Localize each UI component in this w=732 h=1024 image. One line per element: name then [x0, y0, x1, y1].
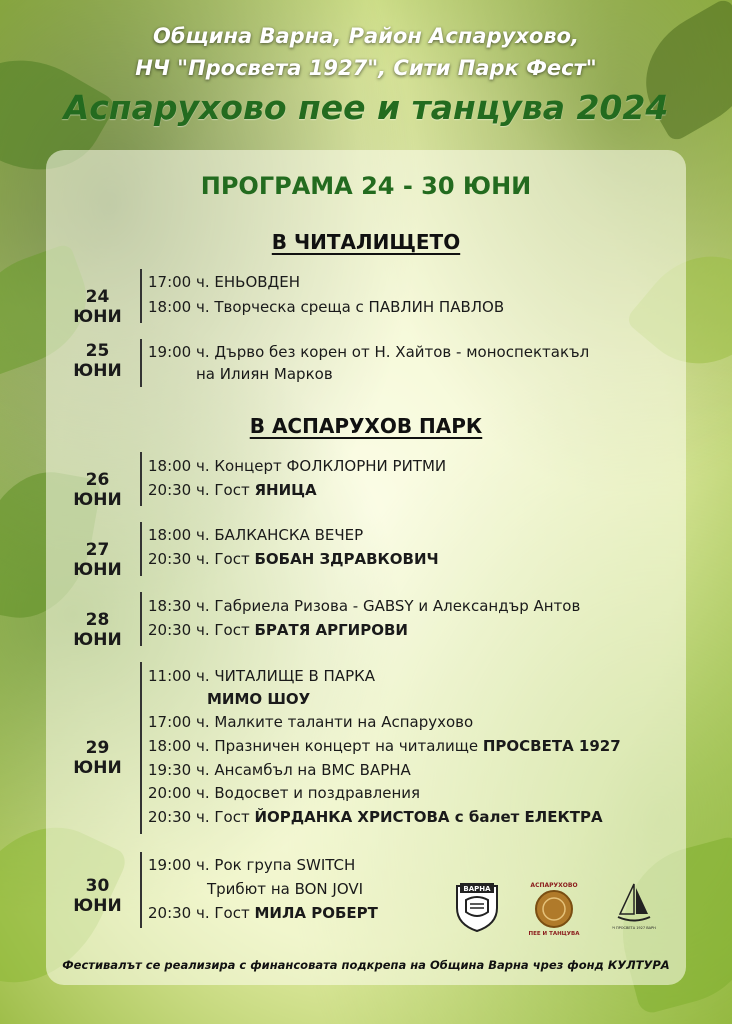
day-divider	[140, 852, 142, 928]
day-divider	[140, 522, 142, 576]
event-line: 20:30 ч. Гост БОБАН ЗДРАВКОВИЧ	[148, 550, 439, 568]
prosveta-logo	[612, 880, 656, 932]
event-line: 18:00 ч. Концерт ФОЛКЛОРНИ РИТМИ	[148, 457, 447, 475]
svg-text:АСПАРУХОВО: АСПАРУХОВО	[530, 882, 578, 889]
svg-text:НЧ ПРОСВЕТА 1927 ВАРНА: НЧ ПРОСВЕТА 1927 ВАРНА	[612, 926, 656, 930]
day-date: 25 ЮНИ	[73, 341, 122, 381]
festival-title: Аспарухово пее и танцува 2024	[63, 88, 669, 127]
event-line: 18:00 ч. Творческа среща с ПАВЛИН ПАВЛОВ	[148, 298, 505, 316]
day-date: 30 ЮНИ	[73, 876, 122, 916]
poster-header	[0, 20, 732, 127]
varna-coat-of-arms-logo	[454, 880, 500, 932]
event-line: Трибют на BON JOVI	[207, 880, 364, 898]
event-line: МИМО ШОУ	[207, 690, 311, 708]
day-divider	[140, 592, 142, 646]
section-chitalishte: В ЧИТАЛИЩЕТО	[271, 230, 461, 254]
svg-text:ВАРНА: ВАРНА	[463, 885, 491, 893]
event-line: 18:30 ч. Габриела Ризова - GABSY и Александър Антов	[148, 597, 581, 615]
event-line: 20:30 ч. Гост ЯНИЦА	[148, 481, 317, 499]
event-line: 20:00 ч. Водосвет и поздравления	[148, 784, 421, 802]
svg-text:ПЕЕ И ТАНЦУВА: ПЕЕ И ТАНЦУВА	[528, 931, 580, 937]
day-divider	[140, 269, 142, 323]
event-line: 17:00 ч. ЕНЬОВДЕН	[148, 273, 301, 291]
event-line: 17:00 ч. Малките таланти на Аспарухово	[148, 713, 474, 731]
day-divider	[140, 339, 142, 387]
event-line: 19:30 ч. Ансамбъл на ВМС ВАРНА	[148, 761, 411, 779]
section-park: В АСПАРУХОВ ПАРК	[249, 414, 483, 438]
event-line: 19:00 ч. Дърво без корен от Н. Хайтов - моноспектакъл	[148, 343, 590, 361]
event-line: 20:30 ч. Гост ЙОРДАНКА ХРИСТОВА с балет ЕЛЕКТРА	[148, 808, 603, 826]
event-line: 18:00 ч. Празничен концерт на читалище ПРОСВЕТА 1927	[148, 737, 621, 755]
day-divider	[140, 452, 142, 506]
event-line: 18:00 ч. БАЛКАНСКА ВЕЧЕР	[148, 526, 364, 544]
organizers-line-2: НЧ "Просвета 1927", Сити Парк Фест"	[135, 56, 597, 80]
program-dates: ПРОГРАМА 24 - 30 ЮНИ	[200, 172, 532, 200]
event-line: на Илиян Марков	[196, 365, 333, 383]
festival-logo	[528, 880, 580, 938]
event-line: 11:00 ч. ЧИТАЛИЩЕ В ПАРКА	[148, 667, 376, 685]
day-date: 28 ЮНИ	[73, 610, 122, 650]
day-date: 29 ЮНИ	[73, 738, 122, 778]
day-date: 27 ЮНИ	[73, 540, 122, 580]
event-line: 20:30 ч. Гост МИЛА РОБЕРТ	[148, 904, 378, 922]
event-line: 20:30 ч. Гост БРАТЯ АРГИРОВИ	[148, 621, 408, 639]
day-divider	[140, 662, 142, 834]
day-date: 24 ЮНИ	[73, 287, 122, 327]
funding-note: Фестивалът се реализира с финансовата подкрепа на Община Варна чрез фонд КУЛТУРА	[62, 958, 670, 972]
event-line: 19:00 ч. Рок група SWITCH	[148, 856, 356, 874]
day-date: 26 ЮНИ	[73, 470, 122, 510]
organizers-line-1: Община Варна, Район Аспарухово,	[153, 24, 579, 48]
